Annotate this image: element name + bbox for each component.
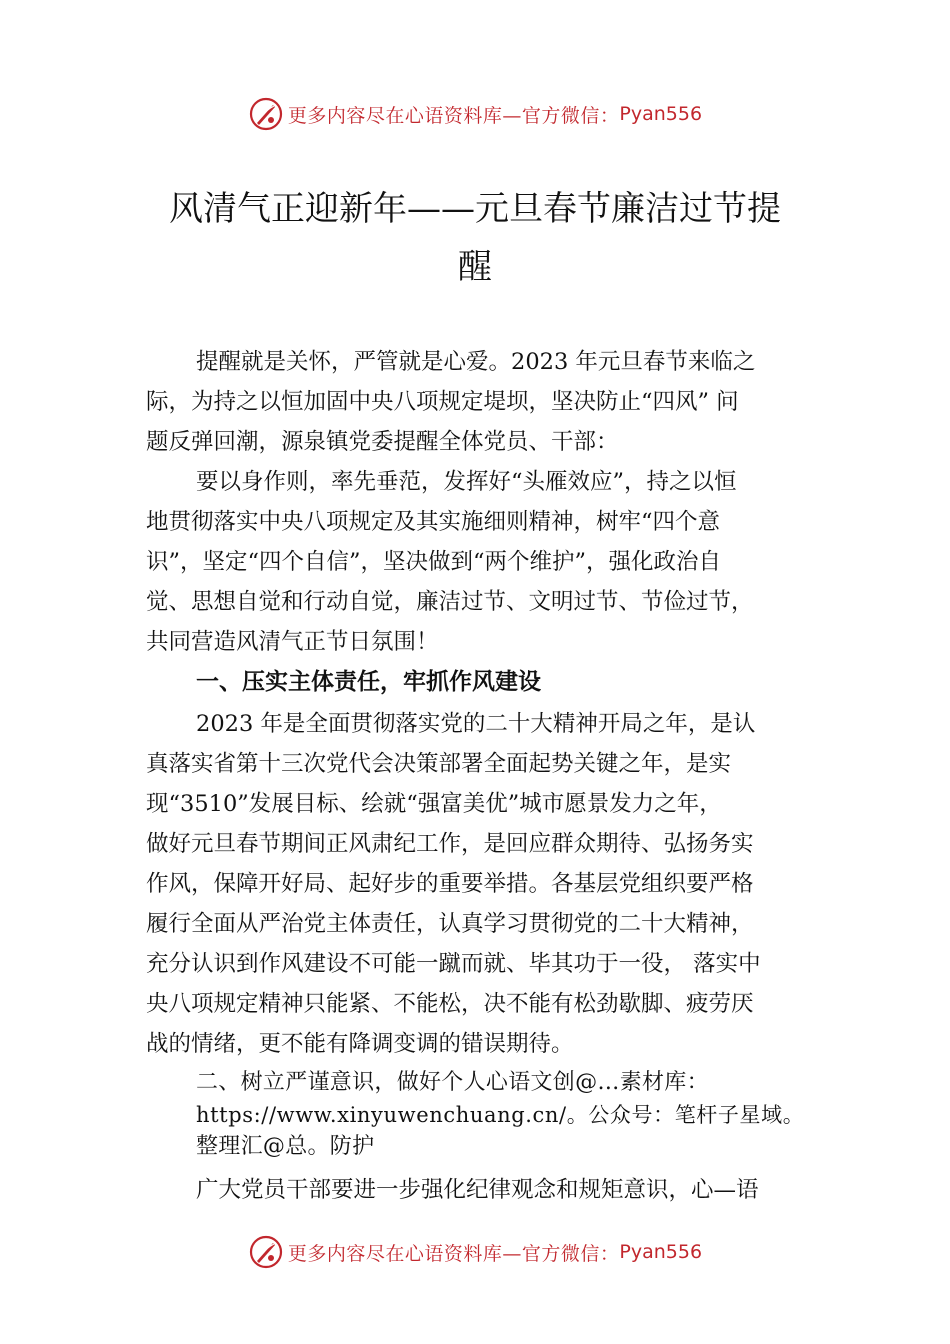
text-line: 际，为持之以恒加固中央八项规定堤坝，坚决防止“四风” 问 — [146, 389, 739, 415]
text-line: 充分认识到作风建设不可能一蹴而就、毕其功于一役， 落实中 — [146, 951, 761, 977]
section-heading-2-tail: 整理汇@总。防护 — [196, 1134, 375, 1159]
text-line: 做好元旦春节期间正风肃纪工作，是回应群众期待、弘扬务实 — [146, 831, 754, 857]
text-line: 真落实省第十三次党代会决策部署全面起势关键之年，是实 — [146, 751, 732, 777]
text-line: 战的情绪，更不能有降调变调的错误期待。 — [146, 1031, 574, 1057]
text-line: 2023 年是全面贯彻落实党的二十大精神开局之年，是认 — [196, 711, 756, 737]
section-heading-2-url: https://www.xinyuwenchuang.cn/。公众号：笔杆子星域。 — [196, 1103, 805, 1127]
text-line: 广大党员干部要进一步强化纪律观念和规矩意识，心—语 — [196, 1177, 759, 1203]
banner-text: 更多内容尽在心语资料库—官方微信： — [287, 1242, 620, 1265]
text-line: 作风，保障开好局、起好步的重要举措。各基层党组织要严格 — [146, 871, 754, 897]
text-line: 央八项规定精神只能紧、不能松，决不能有松劲歇脚、疲劳厌 — [146, 991, 754, 1017]
page-title — [120, 180, 830, 296]
text-line: 地贯彻落实中央八项规定及其实施细则精神，树牢“四个意 — [146, 509, 721, 535]
text-line: 共同营造风清气正节日氛围！ — [146, 629, 439, 655]
text-line: 履行全面从严治党主体责任，认真学习贯彻党的二十大精神， — [146, 911, 754, 937]
title-line-2: 醒 — [458, 247, 492, 287]
header-banner — [0, 94, 950, 134]
section-heading-2: 二、树立严谨意识，做好个人心语文创@…素材库： — [196, 1070, 709, 1095]
quill-logo-icon — [248, 1234, 284, 1270]
banner-wechat-id: Pyan556 — [619, 103, 703, 125]
text-line: 觉、思想自觉和行动自觉，廉洁过节、文明过节、节俭过节， — [146, 589, 754, 615]
text-line: 识”，坚定“四个自信”，坚决做到“两个维护”，强化政治自 — [146, 549, 722, 575]
banner-text: 更多内容尽在心语资料库—官方微信： — [287, 104, 620, 127]
footer-banner — [0, 1232, 950, 1272]
section-heading-1: 一、压实主体责任，牢抓作风建设 — [196, 669, 541, 695]
quill-logo-icon — [248, 96, 284, 132]
text-line: 提醒就是关怀，严管就是心爱。2023 年元旦春节来临之 — [196, 349, 756, 375]
text-line: 题反弹回潮，源泉镇党委提醒全体党员、干部： — [146, 429, 619, 455]
banner-wechat-id: Pyan556 — [619, 1241, 703, 1263]
title-line-1: 风清气正迎新年——元旦春节廉洁过节提 — [169, 189, 781, 229]
text-line: 现“3510”发展目标、绘就“强富美优”城市愿景发力之年， — [146, 791, 722, 817]
text-line: 要以身作则，率先垂范，发挥好“头雁效应”，持之以恒 — [196, 469, 737, 495]
